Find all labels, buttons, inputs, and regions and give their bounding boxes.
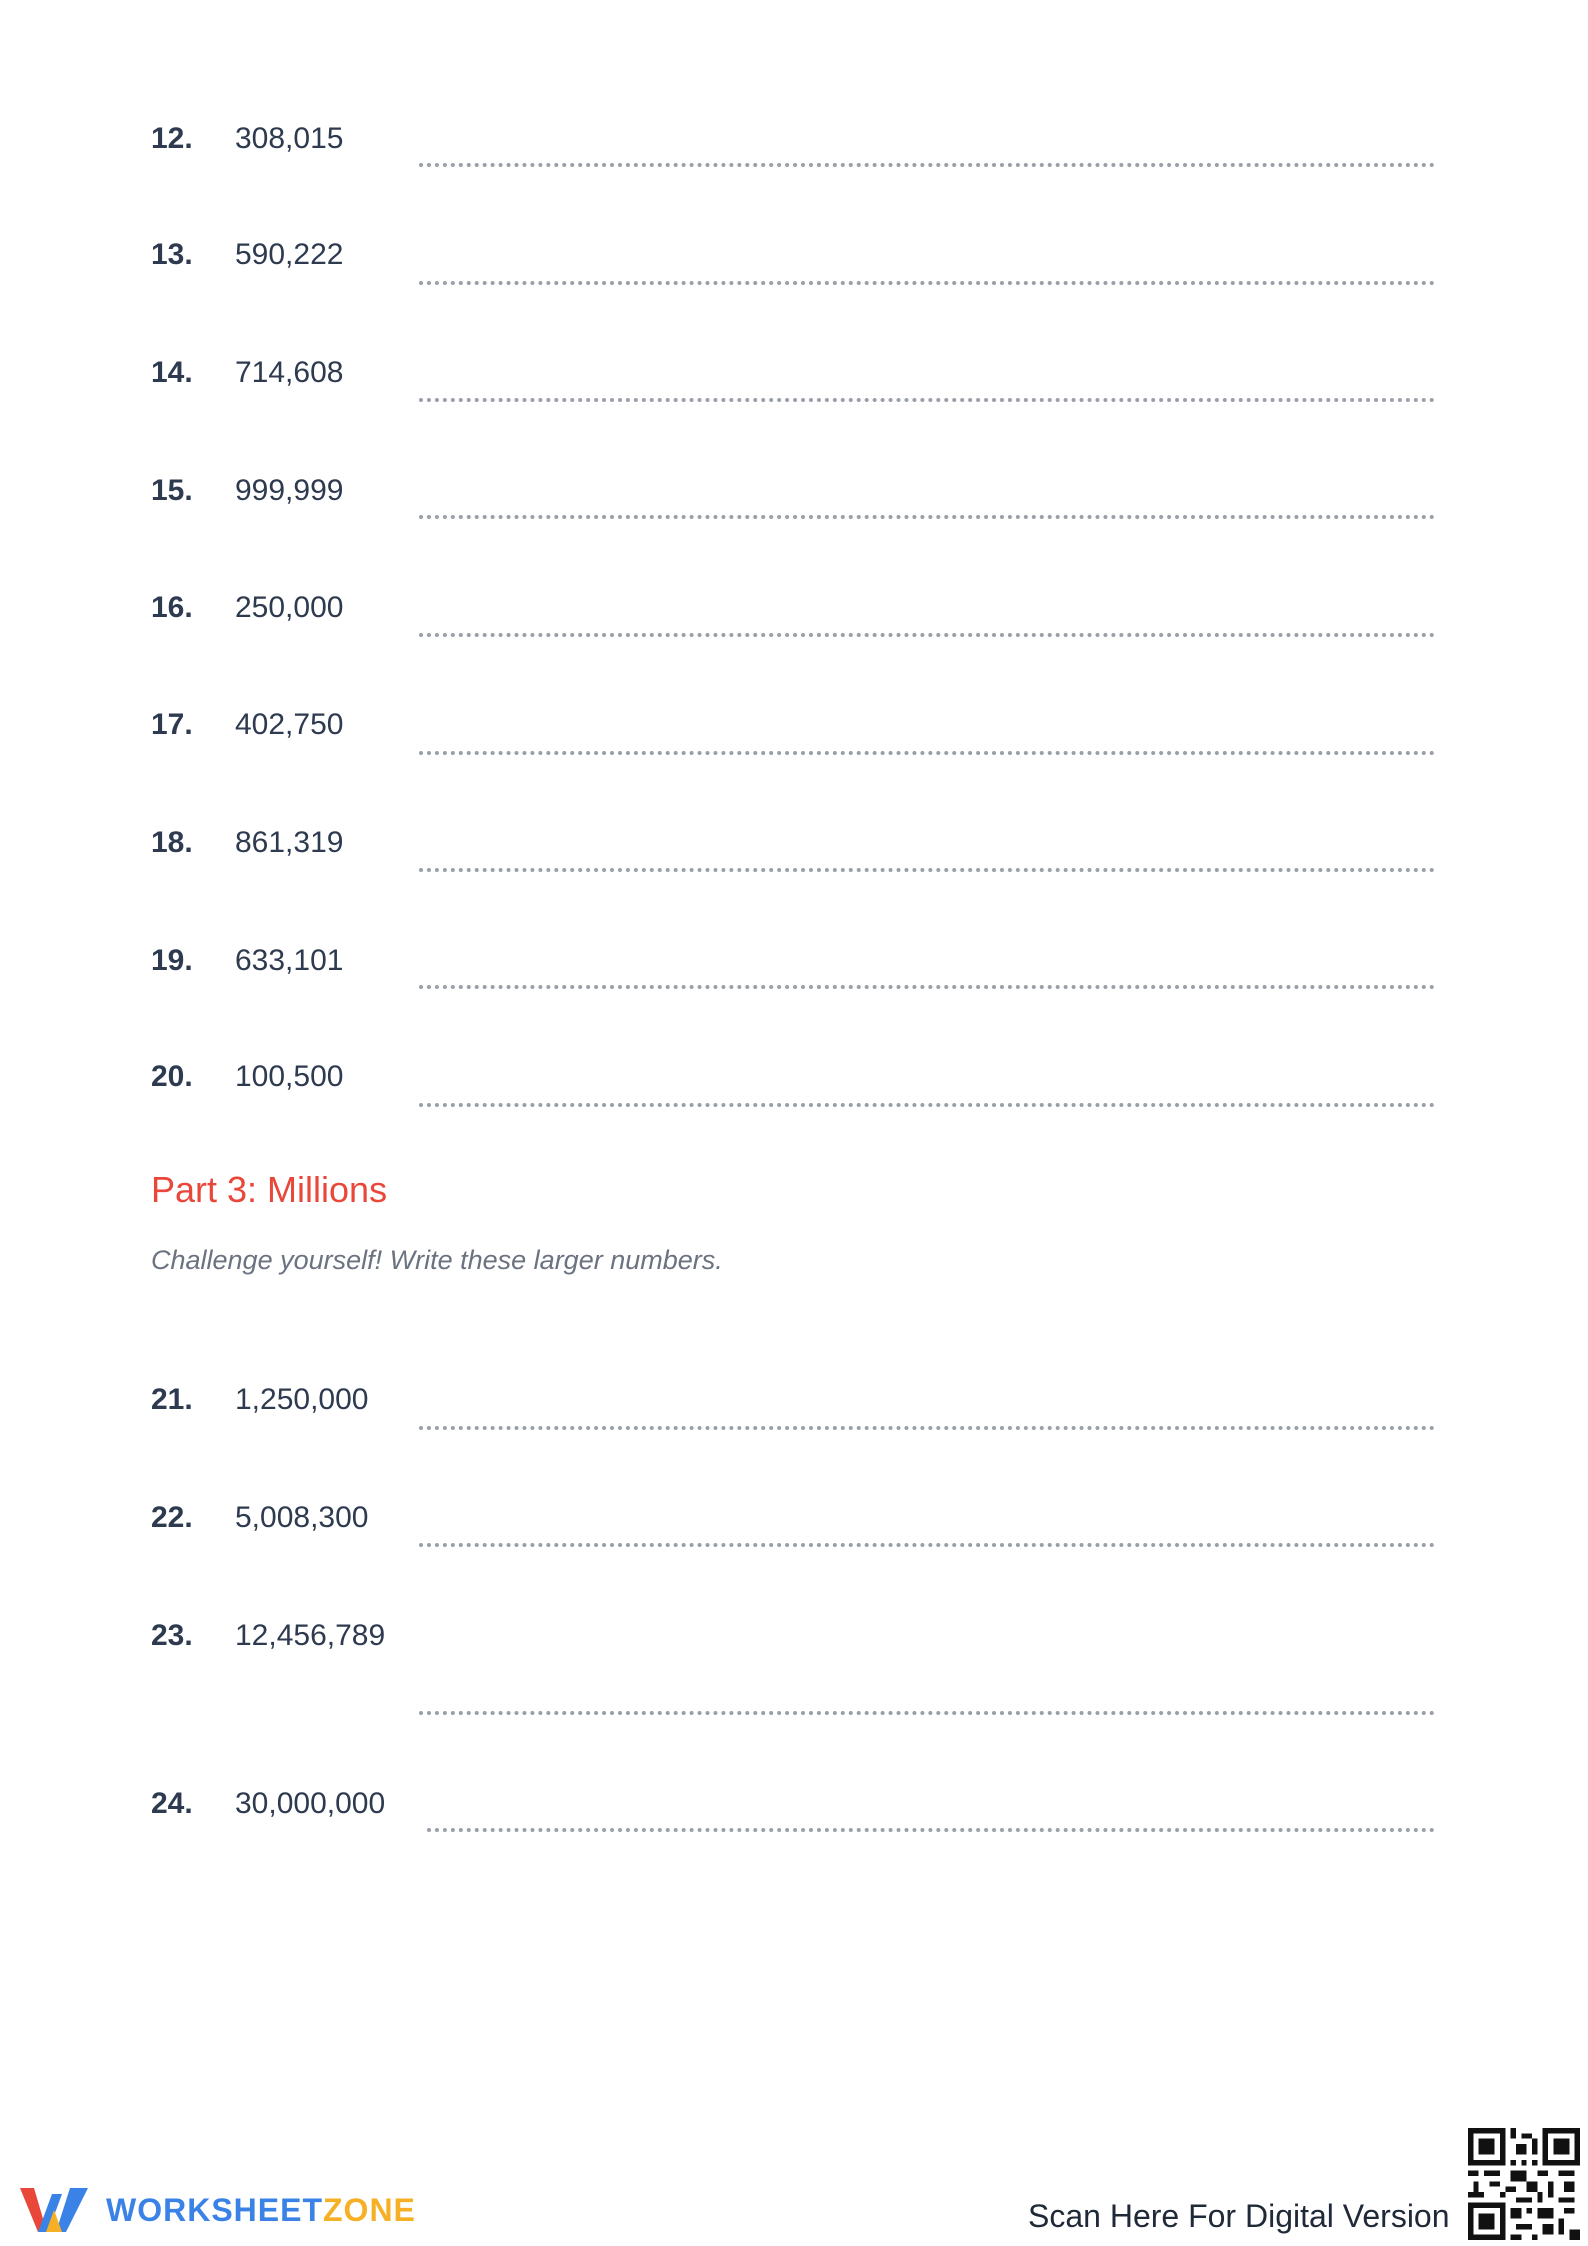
list-item: [0, 119, 1588, 159]
answer-line[interactable]: [419, 281, 1435, 285]
list-item: [0, 941, 1588, 981]
worksheetzone-logo-icon: [16, 2180, 96, 2240]
answer-line[interactable]: [419, 515, 1435, 519]
answer-line[interactable]: [419, 163, 1435, 167]
list-item: [0, 1784, 1588, 1824]
list-item: [0, 1057, 1588, 1097]
list-item: [0, 823, 1588, 863]
list-item: [0, 471, 1588, 511]
brand-name: [106, 2190, 416, 2230]
item-value: 861,319: [235, 826, 344, 859]
item-value: 5,008,300: [235, 1501, 369, 1534]
answer-line[interactable]: [419, 751, 1435, 755]
answer-line[interactable]: [419, 1426, 1435, 1430]
item-number: 24.: [151, 1787, 193, 1820]
list-item: [0, 1380, 1588, 1420]
item-value: 308,015: [235, 122, 344, 155]
item-value: 402,750: [235, 708, 344, 741]
answer-line[interactable]: [419, 1711, 1435, 1715]
answer-line[interactable]: [419, 633, 1435, 637]
item-number: 12.: [151, 122, 193, 155]
item-value: 100,500: [235, 1060, 344, 1093]
list-item: [0, 705, 1588, 745]
qr-code-icon[interactable]: [1468, 2128, 1580, 2240]
list-item: [0, 1616, 1588, 1656]
item-value: 590,222: [235, 238, 344, 271]
answer-line[interactable]: [419, 985, 1435, 989]
answer-line[interactable]: [427, 1828, 1435, 1832]
answer-line[interactable]: [419, 1543, 1435, 1547]
list-item: [0, 353, 1588, 393]
item-value: 250,000: [235, 591, 344, 624]
brand-name-part1: WORKSHEET: [106, 2192, 323, 2228]
item-number: 15.: [151, 474, 193, 507]
item-number: 20.: [151, 1060, 193, 1093]
section-title: Part 3: Millions: [151, 1169, 388, 1210]
item-value: 1,250,000: [235, 1383, 369, 1416]
item-value: 999,999: [235, 474, 344, 507]
brand-logo[interactable]: [16, 2180, 436, 2240]
answer-line[interactable]: [419, 1103, 1435, 1107]
section-subtitle: Challenge yourself! Write these larger numbers.: [151, 1245, 723, 1275]
item-value: 30,000,000: [235, 1787, 386, 1820]
item-number: 23.: [151, 1619, 193, 1652]
answer-line[interactable]: [419, 868, 1435, 872]
item-value: 714,608: [235, 356, 344, 389]
scan-text: Scan Here For Digital Version: [1028, 2198, 1450, 2234]
list-item: [0, 235, 1588, 275]
item-number: 16.: [151, 591, 193, 624]
brand-name-part2: ZONE: [323, 2192, 416, 2228]
item-value: 633,101: [235, 944, 344, 977]
item-number: 14.: [151, 356, 193, 389]
item-number: 18.: [151, 826, 193, 859]
list-item: [0, 1498, 1588, 1538]
item-number: 21.: [151, 1383, 193, 1416]
item-number: 13.: [151, 238, 193, 271]
item-value: 12,456,789: [235, 1619, 386, 1652]
item-number: 22.: [151, 1501, 193, 1534]
item-number: 19.: [151, 944, 193, 977]
item-number: 17.: [151, 708, 193, 741]
answer-line[interactable]: [419, 398, 1435, 402]
list-item: [0, 588, 1588, 628]
